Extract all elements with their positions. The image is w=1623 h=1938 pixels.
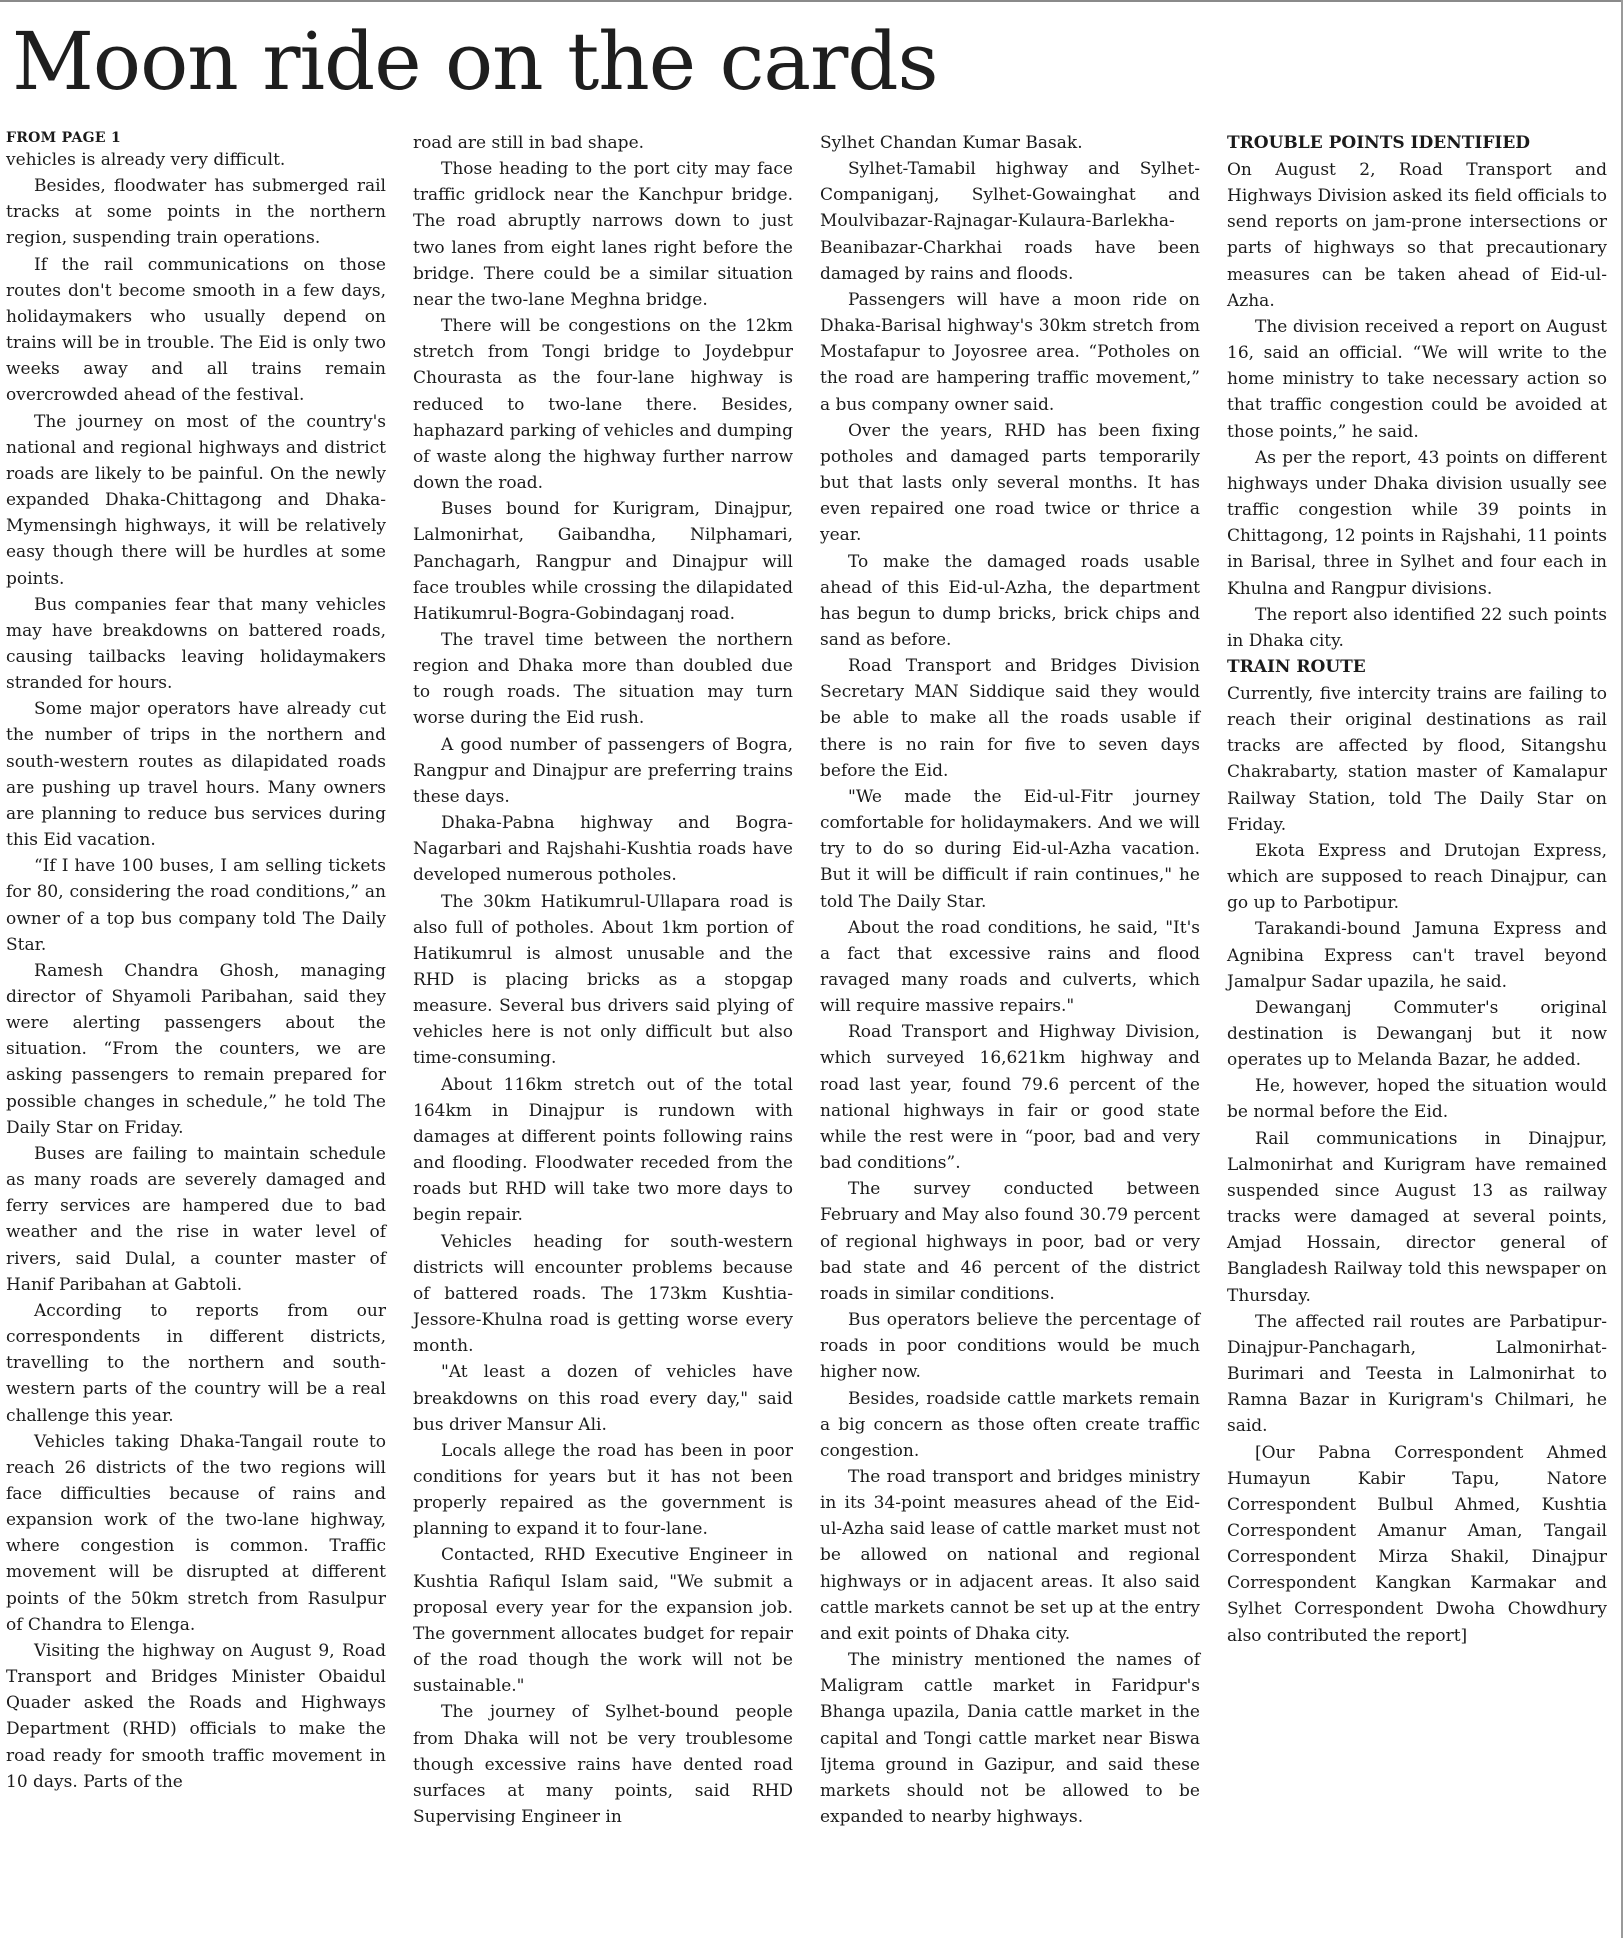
article-paragraph: Buses bound for Kurigram, Dinajpur, Lalmonirhat, Gaibandha, Nilphamari, Panchagarh, Rangpur and Dinajpur will face troubles while crossing the dilapidated Hatikumrul-Bogra-Gobindaganj road. [413,499,793,624]
from-page-kicker: FROM PAGE 1 [6,130,122,146]
article-paragraph: Visiting the highway on August 9, Road Transport and Bridges Minister Obaidul Quader asked the Roads and Highways Department (RHD) officials to make the road ready for smooth traffic movement in 10 days. Parts of the [6,1640,386,1792]
article-paragraph: The affected rail routes are Parbatipur-Dinajpur-Panchagarh, Lalmonirhat-Burimari and Teesta in Lalmonirhat to Ramna Bazar in Kurigram's Chilmari, he said. [1227,1311,1607,1437]
article-paragraph: The road transport and bridges ministry in its 34-point measures ahead of the Eid-ul-Azha said lease of cattle market must not be allowed on national and regional highways or in adjacent areas. It also said cattle markets cannot be set up at the entry and exit points of Dhaka city. [820,1466,1200,1644]
article-paragraph: Dewanganj Commuter's original destination is Dewanganj but it now operates up to Melanda Bazar, he added. [1227,997,1607,1071]
article-paragraph: There will be congestions on the 12km stretch from Tongi bridge to Joydebpur Chourasta as the four-lane highway is reduced to two-lane there. Besides, haphazard parking of vehicles and dumping of waste along the highway further narrow down the road. [413,316,793,494]
column-1 [6,130,386,1795]
article-paragraph: As per the report, 43 points on different highways under Dhaka division usually see traffic congestion while 39 points in Chittagong, 12 points in Rajshahi, 11 points in Barisal, three in Sylhet and four each in Khulna and Rangpur divisions. [1227,447,1607,599]
article-paragraph: Some major operators have already cut the number of trips in the northern and south-western routes as dilapidated roads are pushing up travel hours. Many owners are planning to reduce bus services during this Eid vacation. [6,699,386,851]
article-paragraph: Bus companies fear that many vehicles may have breakdowns on battered roads, causing tailbacks leaving holidaymakers stranded for hours. [6,594,386,694]
article-paragraph: [Our Pabna Correspondent Ahmed Humayun Kabir Tapu, Natore Correspondent Bulbul Ahmed, Kushtia Correspondent Amanur Aman, Tangail Correspondent Mirza Shakil, Dinajpur Correspondent Kangkan Karmakar and Sylhet Correspondent Dwoha Chowdhury also contributed the report] [1227,1442,1607,1646]
article-paragraph: About 116km stretch out of the total 164km in Dinajpur is rundown with damages at different points following rains and flooding. Floodwater receded from the roads but RHD will take two more days to begin repair. [413,1074,793,1226]
article-paragraph: Passengers will have a moon ride on Dhaka-Barisal highway's 30km stretch from Mostafapur to Joyosree area. “Potholes on the road are hampering traffic movement,” a bus company owner said. [820,289,1200,415]
article-paragraph: vehicles is already very difficult. [6,150,286,170]
article-paragraph: Those heading to the port city may face traffic gridlock near the Kanchpur bridge. The road abruptly narrows down to just two lanes from eight lanes right before the bridge. There could be a similar situation near the two-lane Meghna bridge. [413,159,793,310]
article-paragraph: Besides, roadside cattle markets remain a big concern as those often create traffic congestion. [820,1388,1200,1461]
article-paragraph: The report also identified 22 such points in Dhaka city. [1227,604,1607,651]
article-paragraph: The travel time between the northern region and Dhaka more than doubled due to rough roads. The situation may turn worse during the Eid rush. [413,629,793,729]
section-subhead: TRAIN ROUTE [1227,656,1366,677]
article-paragraph: Road Transport and Highway Division, which surveyed 16,621km highway and road last year, found 79.6 percent of the national highways in fair or good state while the rest were in “poor, bad and very bad conditions”. [820,1022,1200,1174]
article-paragraph: Dhaka-Pabna highway and Bogra-Nagarbari and Rajshahi-Kushtia roads have developed numerous potholes. [413,813,793,886]
article-paragraph: Sylhet Chandan Kumar Basak. [820,133,1083,153]
article-paragraph: Besides, floodwater has submerged rail tracks at some points in the northern region, suspending train operations. [6,176,386,249]
article-paragraph: The survey conducted between February and May also found 30.79 percent of regional highways in poor, bad or very bad state and 46 percent of the district roads in similar conditions. [820,1179,1200,1304]
headline: Moon ride on the cards [12,15,938,108]
article-paragraph: road are still in bad shape. [413,133,645,153]
article-paragraph: Ekota Express and Drutojan Express, which are supposed to reach Dinajpur, can go up to Parbotipur. [1227,840,1607,914]
article-paragraph: To make the damaged roads usable ahead of this Eid-ul-Azha, the department has begun to dump bricks, brick chips and sand as before. [820,551,1200,650]
article-paragraph: Vehicles taking Dhaka-Tangail route to reach 26 districts of the two regions will face difficulties because of rains and expansion work of the two-lane highway, where congestion is common. Traffic movement will be disrupted at different points of the 50km stretch from Rasulpur of Chandra to Elenga. [6,1431,386,1635]
article-paragraph: Contacted, RHD Executive Engineer in Kushtia Rafiqul Islam said, "We submit a proposal every year for the expansion job. The government allocates budget for repair of the road though the work will not be sustainable." [413,1545,793,1697]
column-3 [820,130,1200,1830]
article-paragraph: About the road conditions, he said, "It's a fact that excessive rains and flood ravaged many roads and culverts, which will require massive repairs." [820,917,1200,1017]
article-paragraph: The journey of Sylhet-bound people from Dhaka will not be very troublesome though excessive rains have dented road surfaces at many points, said RHD Supervising Engineer in [413,1702,793,1827]
article-paragraph: Road Transport and Bridges Division Secretary MAN Siddique said they would be able to make all the roads usable if there is no rain for five to seven days before the Eid. [820,656,1200,781]
column-2 [413,130,793,1830]
article-paragraph: If the rail communications on those routes don't become smooth in a few days, holidaymakers who usually depend on trains will be in trouble. The Eid is only two weeks away and all trains remain overcrowded ahead of the festival. [6,254,386,406]
article-paragraph: The journey on most of the country's national and regional highways and district roads are likely to be painful. On the newly expanded Dhaka-Chittagong and Dhaka-Mymensingh highways, it will be relatively easy though there will be hurdles at some points. [6,411,386,589]
article-paragraph: He, however, hoped the situation would be normal before the Eid. [1227,1076,1607,1123]
article-paragraph: Rail communications in Dinajpur, Lalmonirhat and Kurigram have remained suspended since August 13 as railway tracks were damaged at several points, Amjad Hossain, director general of Bangladesh Railway told this newspaper on Thursday. [1227,1128,1607,1306]
article-paragraph: Vehicles heading for south-western districts will encounter problems because of battered roads. The 173km Kushtia-Jessore-Khulna road is getting worse every month. [413,1231,793,1357]
section-subhead: TROUBLE POINTS IDENTIFIED [1227,133,1531,153]
article-paragraph: “If I have 100 buses, I am selling tickets for 80, considering the road conditions,” an owner of a top bus company told The Daily Star. [6,856,386,955]
article-paragraph: Sylhet-Tamabil highway and Sylhet-Companiganj, Sylhet-Gowainghat and Moulvibazar-Rajnagar-Kulaura-Barlekha-Beanibazar-Charkhai roads have been damaged by rains and floods. [820,159,1200,284]
article-paragraph: Bus operators believe the percentage of roads in poor conditions would be much higher now. [820,1310,1200,1383]
article-paragraph: Buses are failing to maintain schedule as many roads are severely damaged and ferry services are hampered due to bad weather and the rise in water level of rivers, said Dulal, a counter master of Hanif Paribahan at Gabtoli. [6,1143,386,1295]
article-paragraph: On August 2, Road Transport and Highways Division asked its field officials to send reports on jam-prone intersections or parts of highways so that precautionary measures can be taken ahead of Eid-ul-Azha. [1227,160,1607,311]
article-paragraph: A good number of passengers of Bogra, Rangpur and Dinajpur are preferring trains these days. [413,734,793,807]
article-paragraph: "At least a dozen of vehicles have breakdowns on this road every day," said bus driver Mansur Ali. [413,1362,793,1435]
top-rule [0,0,1623,2]
article-paragraph: Locals allege the road has been in poor conditions for years but it has not been properly repaired as the government is planning to expand it to four-lane. [413,1440,793,1540]
article-paragraph: Currently, five intercity trains are failing to reach their original destinations as rail tracks are affected by flood, Sitangshu Chakrabarty, station master of Kamalapur Railway Station, told The Daily Star on Friday. [1227,683,1607,835]
article-paragraph: "We made the Eid-ul-Fitr journey comfortable for holidaymakers. And we will try to do so during Eid-ul-Azha vacation. But it will be difficult if rain continues," he told The Daily Star. [820,786,1200,912]
column-4 [1227,130,1607,1649]
article-paragraph: According to reports from our correspondents in different districts, travelling to the northern and south-western parts of the country will be a real challenge this year. [6,1300,386,1426]
article-paragraph: The ministry mentioned the names of Maligram cattle market in Faridpur's Bhanga upazila, Dania cattle market in the capital and Tongi cattle market near Biswa Ijtema ground in Gazipur, and said these markets should not be allowed to be expanded to nearby highways. [820,1650,1200,1827]
article-paragraph: Tarakandi-bound Jamuna Express and Agnibina Express can't travel beyond Jamalpur Sadar upazila, he said. [1227,919,1607,992]
article-paragraph: The division received a report on August 16, said an official. “We will write to the home ministry to take necessary action so that traffic congestion could be avoided at those points,” he said. [1227,316,1607,442]
article-paragraph: The 30km Hatikumrul-Ullapara road is also full of potholes. About 1km portion of Hatikumrul is almost unusable and the RHD is placing bricks as a stopgap measure. Several bus drivers said plying of vehicles here is not only difficult but also time-consuming. [413,891,793,1069]
article-paragraph: Ramesh Chandra Ghosh, managing director of Shyamoli Paribahan, said they were alerting passengers about the situation. “From the counters, we are asking passengers to remain prepared for possible changes in schedule,” he told The Daily Star on Friday. [6,960,386,1138]
article-paragraph: Over the years, RHD has been fixing potholes and damaged parts temporarily but that lasts only several months. It has even repaired one road twice or thrice a year. [820,420,1200,546]
